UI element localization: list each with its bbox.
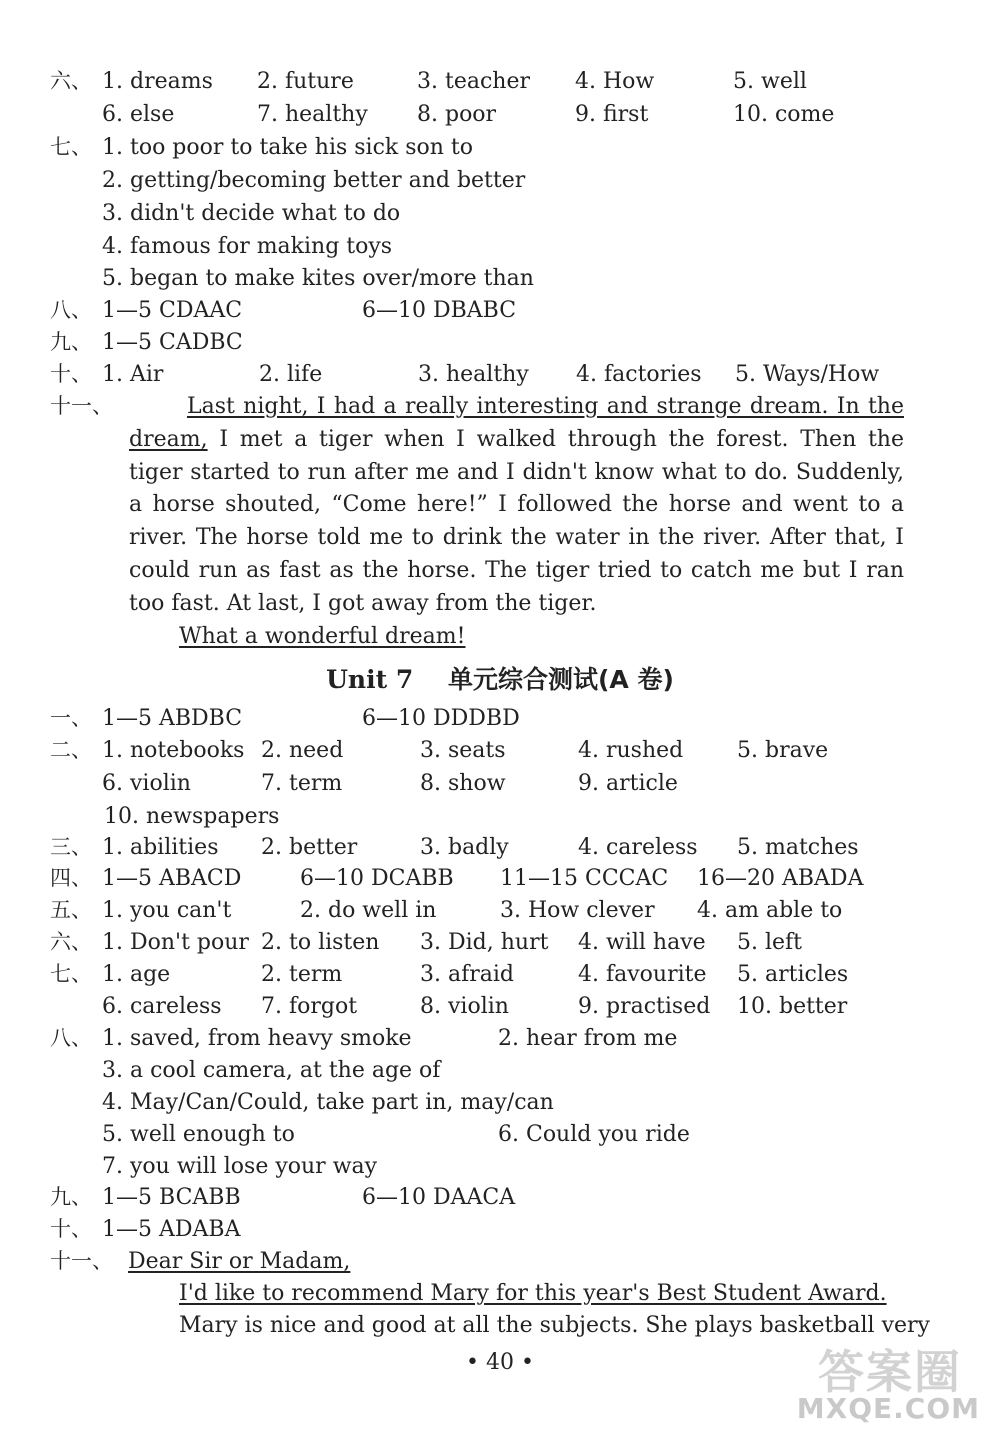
section-label: 八、 <box>50 1026 92 1050</box>
answer: 2. better <box>261 835 358 860</box>
section-label: 一、 <box>50 706 92 730</box>
answer: 3. a cool camera, at the age of <box>102 1058 441 1083</box>
answer: 1. you can't <box>102 898 232 923</box>
answer: 3. Did, hurt <box>420 930 549 955</box>
answer: 8. violin <box>420 994 509 1019</box>
answer: 7. term <box>261 771 343 796</box>
section-label: 八、 <box>50 298 92 322</box>
answer: 3. didn't decide what to do <box>102 201 401 226</box>
answer: 5. well <box>733 69 807 94</box>
watermark-logo: 答案圈 <box>818 1345 962 1399</box>
answer: 1—5 ABACD <box>102 866 242 891</box>
answer: 2. future <box>257 69 354 94</box>
answer: 1. Air <box>102 362 164 387</box>
answer: 5. left <box>737 930 803 955</box>
answer: 6—10 DAACA <box>362 1185 516 1210</box>
answer: 1. abilities <box>102 835 219 860</box>
answer: 3. teacher <box>417 69 530 94</box>
section-label: 七、 <box>50 135 92 159</box>
answer: 4. How <box>575 69 655 94</box>
section-label: 十、 <box>50 362 92 386</box>
section-label: 四、 <box>50 866 92 890</box>
letter-body: Mary is nice and good at all the subjects. She plays basketball very <box>179 1313 930 1338</box>
answer: 5. well enough to <box>102 1122 295 1147</box>
answer: 6. Could you ride <box>498 1122 690 1147</box>
essay-body: I met a tiger when I walked through the forest. Then the tiger started to run after me and I didn't know what to do. Suddenly, a horse shouted, “Come here!” I followed the horse and went to a river. The horse told me to drink the water in the river. After that, I could run as fast as the horse. The tiger tried to catch me but I ran too fast. At last, I got away from the tiger. <box>129 426 904 616</box>
answer: 6. violin <box>102 771 191 796</box>
answer: 7. you will lose your way <box>102 1154 378 1179</box>
answer: 1—5 CADBC <box>102 330 243 355</box>
answer: 1. Don't pour <box>102 930 249 955</box>
answer: 4. will have <box>578 930 706 955</box>
answer: 16—20 ABADA <box>697 866 864 891</box>
answer: 11—15 CCCAC <box>500 866 669 891</box>
answer: 6—10 DBABC <box>362 298 517 323</box>
answer: 10. newspapers <box>104 804 280 829</box>
section-label: 十、 <box>50 1217 92 1241</box>
answer: 9. practised <box>578 994 711 1019</box>
answer: 5. began to make kites over/more than <box>102 266 534 291</box>
answer: 1—5 BCABB <box>102 1185 241 1210</box>
section-label: 七、 <box>50 962 92 986</box>
answer: 3. badly <box>420 835 509 860</box>
section-label: 五、 <box>50 898 92 922</box>
answer: 10. better <box>737 994 848 1019</box>
answer: 6. careless <box>102 994 222 1019</box>
answer: 5. articles <box>737 962 849 987</box>
answer: 8. show <box>420 771 506 796</box>
section-label: 十一、 <box>50 1249 113 1273</box>
answer: 7. healthy <box>257 102 368 127</box>
answer: 5. brave <box>737 738 829 763</box>
answer: 1. too poor to take his sick son to <box>102 135 474 160</box>
answer: 4. favourite <box>578 962 707 987</box>
section-label: 十一、 <box>50 394 113 418</box>
answer: 1. notebooks <box>102 738 245 763</box>
answer: 1. age <box>102 962 171 987</box>
answer: 3. seats <box>420 738 506 763</box>
answer: 4. am able to <box>697 898 843 923</box>
letter-greeting: Dear Sir or Madam, <box>128 1249 351 1274</box>
watermark-url: MXQE.COM <box>796 1392 980 1425</box>
answer: 9. article <box>578 771 678 796</box>
section-label: 六、 <box>50 69 92 93</box>
answer: 2. to listen <box>261 930 380 955</box>
test-title: 单元综合测试(A 卷) <box>447 665 674 694</box>
essay-closing: What a wonderful dream! <box>179 624 466 649</box>
answer: 4. rushed <box>578 738 684 763</box>
section-label: 九、 <box>50 330 92 354</box>
essay-underlined-opening: Last night, I had a really interesting and strange dream. In the dream, <box>129 394 904 452</box>
answer: 4. careless <box>578 835 698 860</box>
answer: 2. life <box>259 362 323 387</box>
section-label: 九、 <box>50 1185 92 1209</box>
answer: 2. getting/becoming better and better <box>102 168 526 193</box>
answer: 3. afraid <box>420 962 514 987</box>
letter-opening: I'd like to recommend Mary for this year's Best Student Award. <box>179 1281 887 1306</box>
answer: 6. else <box>102 102 175 127</box>
answer: 3. healthy <box>418 362 529 387</box>
answer: 5. matches <box>737 835 859 860</box>
answer: 2. term <box>261 962 343 987</box>
answer: 10. come <box>733 102 835 127</box>
answer: 1. dreams <box>102 69 213 94</box>
answer: 5. Ways/How <box>735 362 880 387</box>
page-title <box>0 660 1000 700</box>
section-label: 二、 <box>50 738 92 762</box>
answer: 2. hear from me <box>498 1026 678 1051</box>
section-label: 六、 <box>50 930 92 954</box>
answer: 1. saved, from heavy smoke <box>102 1026 412 1051</box>
answer: 4. May/Can/Could, take part in, may/can <box>102 1090 554 1115</box>
unit-label: Unit 7 <box>326 665 414 694</box>
answer: 6—10 DDDBD <box>362 706 520 731</box>
essay-paragraph <box>129 391 904 621</box>
page-number: • 40 • <box>466 1350 534 1375</box>
answer: 6—10 DCABB <box>300 866 454 891</box>
answer: 3. How clever <box>500 898 655 923</box>
answer: 4. famous for making toys <box>102 234 393 259</box>
answer: 1—5 ABDBC <box>102 706 243 731</box>
answer: 4. factories <box>576 362 702 387</box>
section-label: 三、 <box>50 835 92 859</box>
answer: 1—5 CDAAC <box>102 298 243 323</box>
answer: 7. forgot <box>261 994 358 1019</box>
answer: 2. do well in <box>300 898 437 923</box>
answer: 9. first <box>575 102 649 127</box>
answer: 2. need <box>261 738 344 763</box>
answer: 8. poor <box>417 102 497 127</box>
answer: 1—5 ADABA <box>102 1217 241 1242</box>
